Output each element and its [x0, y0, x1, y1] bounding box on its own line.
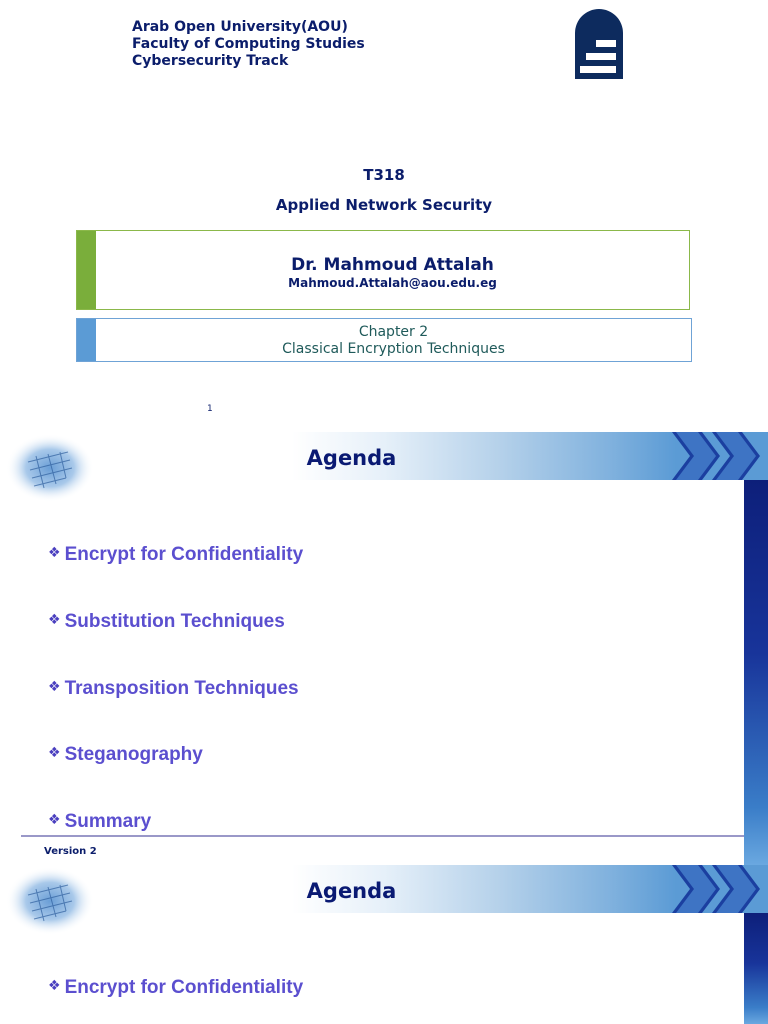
lecturer-name: Dr. Mahmoud Attalah — [291, 255, 494, 275]
chevron-right-icon — [712, 432, 760, 480]
page-number: 1 — [207, 404, 213, 414]
blue-accent-bar — [77, 319, 96, 361]
lecturer-email: Mahmoud.Attalah@aou.edu.eg — [288, 276, 497, 290]
aou-logo-icon — [574, 9, 624, 81]
version-label: Version 2 — [44, 846, 97, 857]
institution-header — [132, 19, 365, 70]
track-name: Cybersecurity Track — [132, 53, 289, 69]
diamond-bullet-icon: ❖ — [48, 745, 61, 761]
list-item: ❖ Encrypt for Confidentiality — [48, 977, 304, 998]
title-slide — [0, 0, 768, 432]
slide-title: Agenda — [306, 446, 397, 470]
list-item: ❖ Steganography — [48, 744, 203, 765]
course-code: T318 — [363, 166, 405, 184]
list-item: ❖ Transposition Techniques — [48, 678, 299, 699]
diamond-bullet-icon: ❖ — [48, 978, 61, 994]
diamond-bullet-icon: ❖ — [48, 679, 61, 695]
slide-title: Agenda — [306, 879, 397, 903]
right-accent-bar — [744, 913, 768, 1024]
lecturer-box — [76, 230, 690, 310]
list-item: ❖ Encrypt for Confidentiality — [48, 544, 304, 565]
agenda-slide — [0, 865, 768, 1024]
course-name: Applied Network Security — [275, 196, 493, 214]
university-name: Arab Open University(AOU) — [132, 19, 348, 35]
list-item: ❖ Summary — [48, 811, 152, 832]
chapter-title: Classical Encryption Techniques — [282, 341, 505, 357]
green-accent-bar — [77, 231, 96, 309]
diamond-bullet-icon: ❖ — [48, 545, 61, 561]
right-accent-bar — [744, 480, 768, 865]
list-item: ❖ Substitution Techniques — [48, 611, 285, 632]
chapter-box — [76, 318, 692, 362]
faculty-name: Faculty of Computing Studies — [132, 36, 365, 52]
diamond-bullet-icon: ❖ — [48, 612, 61, 628]
agenda-slide — [0, 432, 768, 865]
chevron-right-icon — [712, 865, 760, 913]
footer-divider — [21, 835, 744, 837]
chapter-number: Chapter 2 — [358, 324, 429, 340]
diamond-bullet-icon: ❖ — [48, 812, 61, 828]
